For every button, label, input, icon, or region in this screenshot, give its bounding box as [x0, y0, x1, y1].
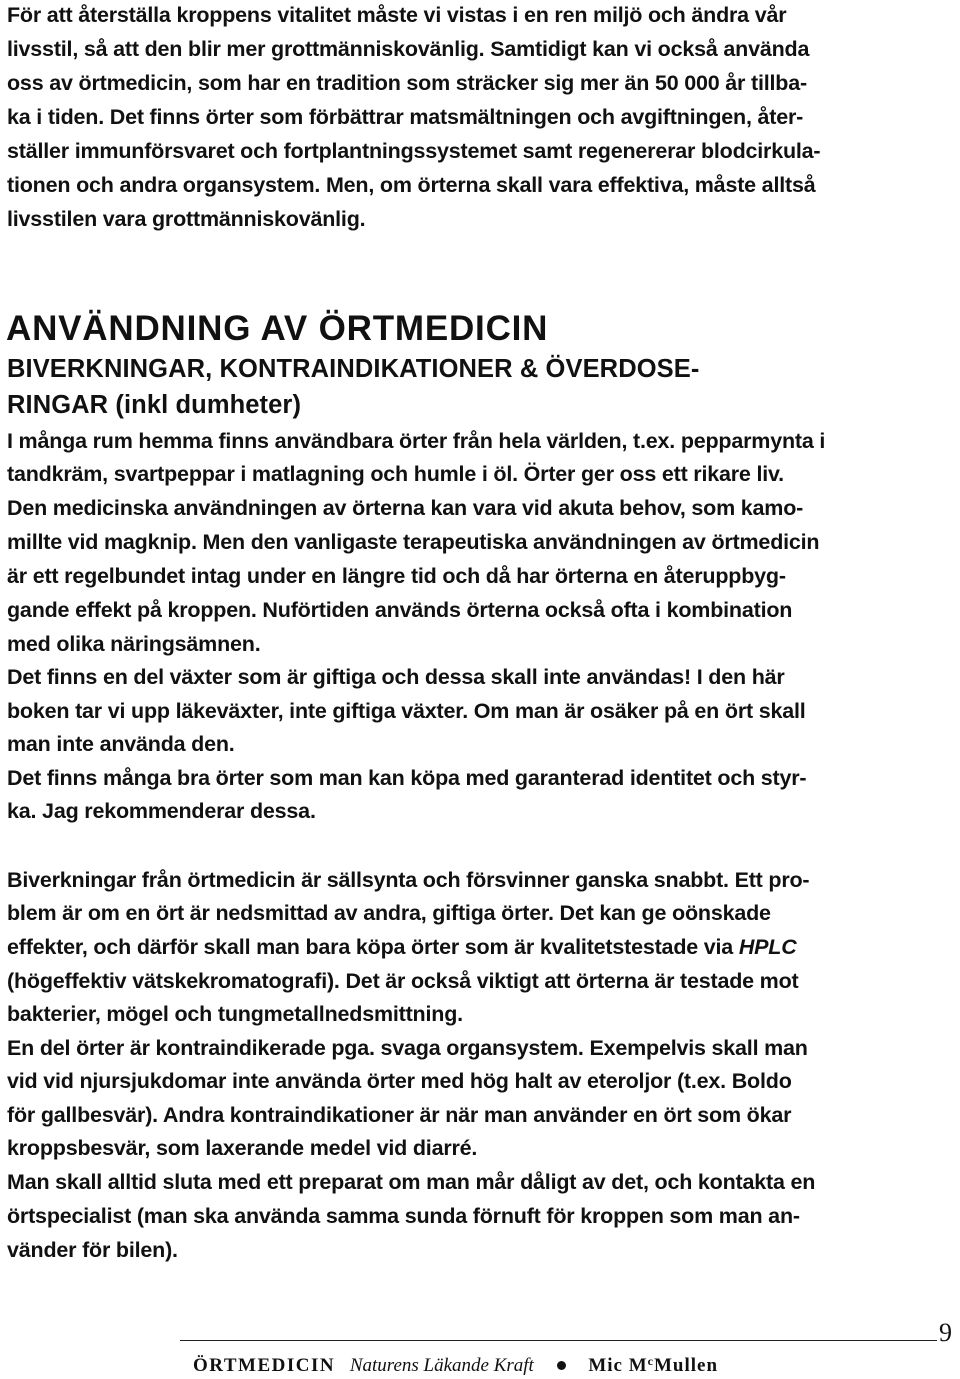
body-line: örtspecialist (man ska använda samma sunda förnuft för kroppen som man an- [7, 1204, 800, 1228]
intro-line: ka i tiden. Det finns örter som förbättrar matsmältningen och avgiftningen, åter- [7, 105, 804, 129]
body-line: gande effekt på kroppen. Nuförtiden används örterna också ofta i kombination [7, 598, 793, 622]
body-line: med olika näringsämnen. [7, 632, 261, 656]
body-line: I många rum hemma finns användbara örter från hela världen, t.ex. pepparmynta i [7, 429, 826, 453]
body-line: boken tar vi upp läkeväxter, inte giftiga växter. Om man är osäker på en ört skall [7, 699, 806, 723]
body-text: effekter, och därför skall man bara köpa örter som är kvalitetstestade via [7, 935, 739, 959]
body-line: blem är om en ört är nedsmittad av andra, giftiga örter. Det kan ge oönskade [7, 901, 771, 925]
footer-book-subtitle: Naturens Läkande Kraft [349, 1355, 534, 1376]
body-line: tandkräm, svartpeppar i matlagning och humle i öl. Örter ger oss ett rikare liv. [7, 462, 784, 486]
footer-book-title: ÖRTMEDICIN [193, 1355, 336, 1376]
bullet-icon [557, 1361, 566, 1370]
intro-line: ställer immunförsvaret och fortplantningssystemet samt regenererar blodcirkula- [7, 139, 821, 163]
body-line: Man skall alltid sluta med ett preparat om man mår dåligt av det, och kontakta en [7, 1170, 816, 1194]
footer [193, 1349, 718, 1378]
body-line [7, 932, 797, 962]
body-line: En del örter är kontraindikerade pga. svaga organsystem. Exempelvis skall man [7, 1036, 808, 1060]
footer-author [588, 1355, 718, 1376]
footer-author-first: Mic M [588, 1355, 648, 1376]
body-line: man inte använda den. [7, 732, 235, 756]
subheading-line: RINGAR (inkl dumheter) [7, 391, 302, 419]
intro-line: livsstil, så att den blir mer grottmänniskovänlig. Samtidigt kan vi också använda [7, 37, 810, 61]
body-line: Biverkningar från örtmedicin är sällsynta och försvinner ganska snabbt. Ett pro- [7, 868, 810, 892]
body-line: bakterier, mögel och tungmetallnedsmittning. [7, 1002, 463, 1026]
page-number: 9 [939, 1318, 952, 1347]
footer-author-sup: c [647, 1354, 654, 1368]
body-line: (högeffektiv vätskekromatografi). Det är också viktigt att örterna är testade mot [7, 969, 799, 993]
body-line: kroppsbesvär, som laxerande medel vid diarré. [7, 1136, 478, 1160]
body-line: Det finns en del växter som är giftiga och dessa skall inte användas! I den här [7, 665, 785, 689]
body-line: för gallbesvär). Andra kontraindikationer är när man använder en ört som ökar [7, 1103, 792, 1127]
intro-line: tionen och andra organsystem. Men, om örterna skall vara effektiva, måste alltså [7, 173, 816, 197]
hplc-term: HPLC [738, 935, 797, 959]
body-line: millte vid magknip. Men den vanligaste terapeutiska användningen av örtmedicin [7, 530, 820, 554]
body-line: vid vid njursjukdomar inte använda örter med hög halt av eteroljor (t.ex. Boldo [7, 1069, 792, 1093]
body-line: är ett regelbundet intag under en längre tid och då har örterna en återuppbyg- [7, 564, 786, 588]
intro-line: livsstilen vara grottmänniskovänlig. [7, 207, 366, 231]
intro-line: oss av örtmedicin, som har en tradition som sträcker sig mer än 50 000 år tillba- [7, 71, 807, 95]
body-line: ka. Jag rekommenderar dessa. [7, 799, 316, 823]
body-line: Den medicinska användningen av örterna kan vara vid akuta behov, som kamo- [7, 496, 804, 520]
section-heading: ANVÄNDNING AV ÖRTMEDICIN [6, 309, 549, 348]
body-line: vänder för bilen). [7, 1238, 178, 1262]
footer-author-last: Mullen [654, 1355, 719, 1376]
body-line: Det finns många bra örter som man kan köpa med garanterad identitet och styr- [7, 766, 807, 790]
subheading-line: BIVERKNINGAR, KONTRAINDIKATIONER & ÖVERDOSE- [7, 355, 700, 383]
footer-rule [180, 1340, 937, 1341]
intro-line: För att återställa kroppens vitalitet måste vi vistas i en ren miljö och ändra vår [7, 3, 787, 27]
